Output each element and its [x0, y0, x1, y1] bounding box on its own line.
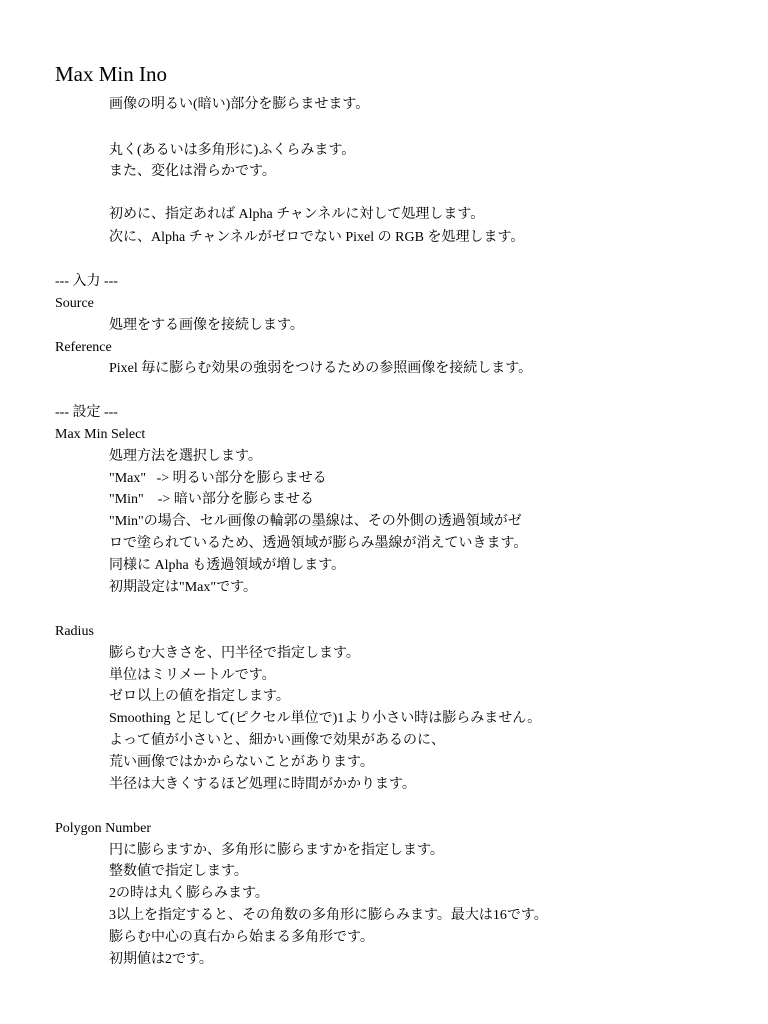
param-desc-line: 整数値で指定します。 [109, 864, 248, 879]
param-desc-line: 初期設定は"Max"です。 [109, 580, 257, 595]
intro-line: 画像の明るい(暗い)部分を膨らませます。 [109, 97, 370, 112]
intro-line: 初めに、指定あれば Alpha チャンネルに対して処理します。 [109, 207, 485, 222]
param-label-reference: Reference [55, 340, 112, 355]
page-title: Max Min Ino [55, 62, 167, 86]
param-label-radius: Radius [55, 624, 94, 639]
section-header-input: --- 入力 --- [55, 274, 118, 289]
param-desc-line: ゼロ以上の値を指定します。 [109, 689, 290, 704]
param-desc-line: 荒い画像ではかからないことがあります。 [109, 755, 374, 770]
param-desc-line: "Min" -> 暗い部分を膨らませる [109, 492, 314, 507]
param-desc-line: 3以上を指定すると、その角数の多角形に膨らみます。最大は16です。 [109, 908, 548, 923]
section-header-settings: --- 設定 --- [55, 405, 118, 420]
param-desc-line: 円に膨らますか、多角形に膨らますかを指定します。 [109, 843, 444, 858]
param-desc-line: 2の時は丸く膨らみます。 [109, 886, 269, 901]
intro-line: また、変化は滑らかです。 [109, 164, 276, 179]
param-desc-line: 半径は大きくするほど処理に時間がかかります。 [109, 777, 416, 792]
param-desc-line: 初期値は2です。 [109, 952, 213, 967]
param-label-max-min-select: Max Min Select [55, 427, 146, 442]
param-desc-line: Pixel 毎に膨らむ効果の強弱をつけるための参照画像を接続します。 [109, 361, 533, 376]
param-desc-line: よって値が小さいと、細かい画像で効果があるのに、 [109, 733, 445, 748]
param-desc-line: Smoothing と足して(ピクセル単位で)1より小さい時は膨らみません。 [109, 711, 542, 726]
param-label-source: Source [55, 296, 94, 311]
param-desc-line: "Max" -> 明るい部分を膨らませる [109, 471, 327, 486]
param-desc-line: 単位はミリメートルです。 [109, 668, 276, 683]
param-desc-line: 同様に Alpha も透過領域が増します。 [109, 558, 346, 573]
param-desc-line: 膨らむ大きさを、円半径で指定します。 [109, 646, 360, 661]
param-desc-line: 処理方法を選択します。 [109, 449, 262, 464]
param-desc-line: "Min"の場合、セル画像の輪郭の墨線は、その外側の透過領域がゼ [109, 514, 522, 529]
param-label-polygon-number: Polygon Number [55, 821, 152, 836]
intro-line: 次に、Alpha チャンネルがゼロでない Pixel の RGB を処理します。 [109, 230, 525, 245]
param-desc-line: 膨らむ中心の真右から始まる多角形です。 [109, 930, 374, 945]
param-desc-line: ロで塗られているため、透過領域が膨らみ墨線が消えていきます。 [109, 536, 528, 551]
intro-line: 丸く(あるいは多角形に)ふくらみます。 [109, 143, 356, 158]
param-desc-line: 処理をする画像を接続します。 [109, 318, 304, 333]
